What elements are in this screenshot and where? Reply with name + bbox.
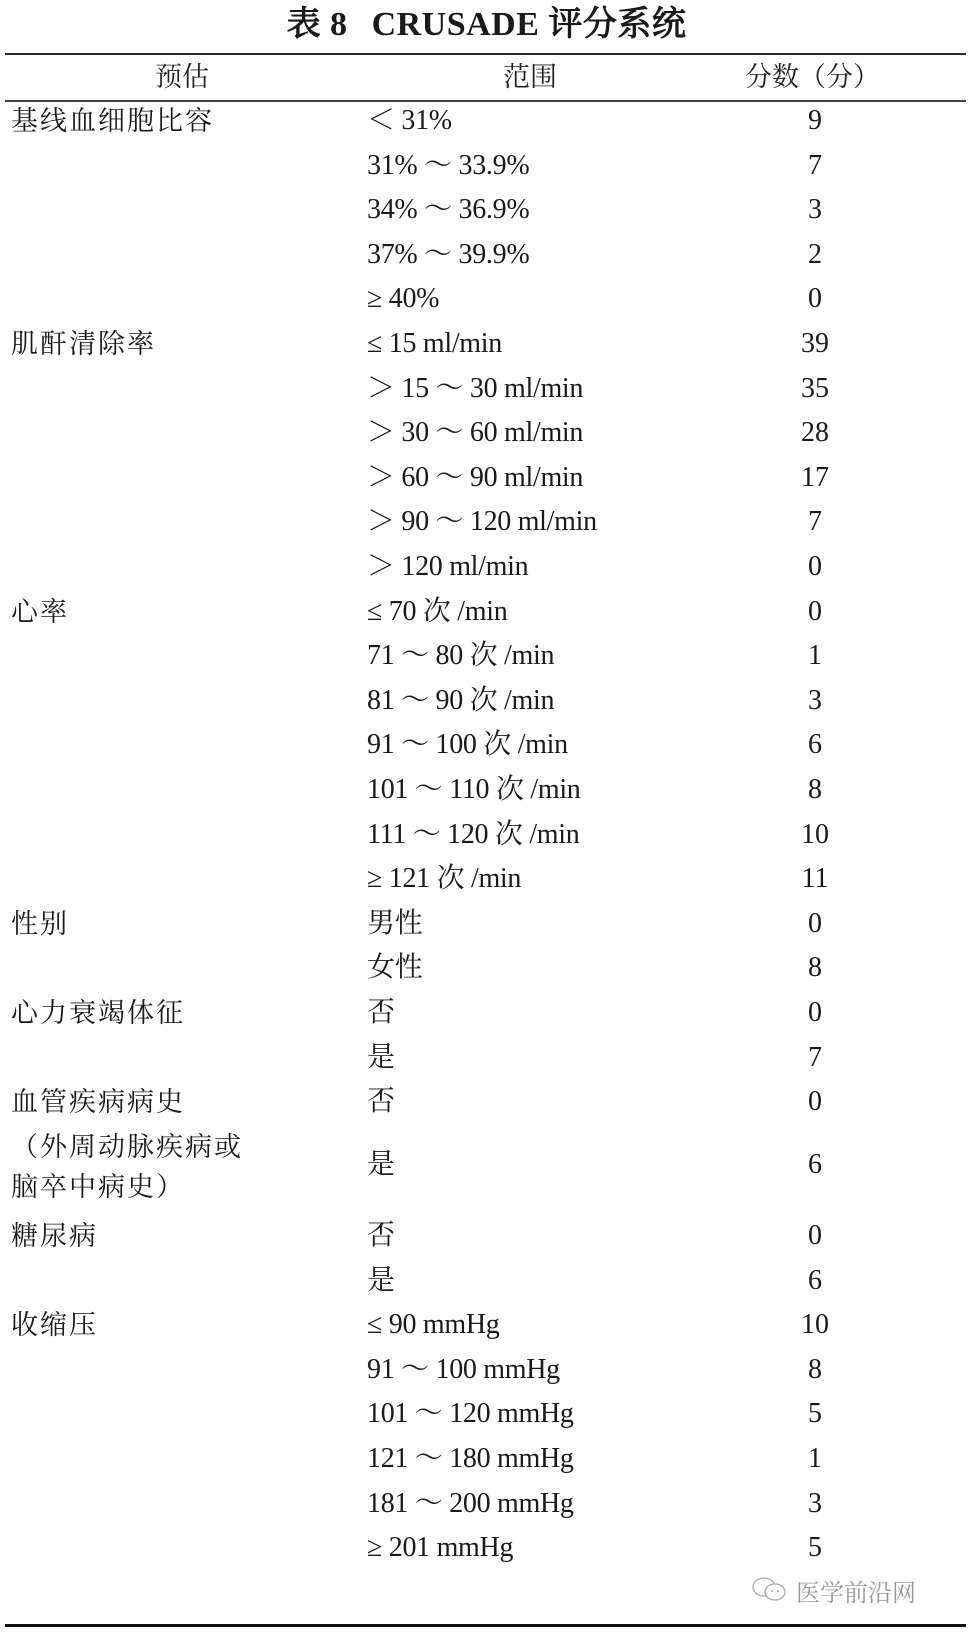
score-cell: 3 bbox=[808, 194, 822, 226]
range-cell: ＞ 60 ～ 90 ml/min bbox=[367, 461, 584, 493]
score-cell: 35 bbox=[801, 372, 829, 404]
predictor-label: 收缩压 bbox=[11, 1310, 98, 1341]
predictor-label: 糖尿病 bbox=[11, 1221, 98, 1251]
range-cell: ≤ 15 ml/min bbox=[367, 328, 502, 359]
range-cell: 女性 bbox=[367, 952, 423, 984]
table-row bbox=[0, 545, 971, 590]
table-row bbox=[0, 902, 971, 947]
score-cell: 6 bbox=[808, 1148, 822, 1180]
range-cell: ＞ 90 ～ 120 ml/min bbox=[367, 506, 597, 538]
score-cell: 3 bbox=[808, 1487, 822, 1519]
bottom-rule bbox=[5, 1624, 966, 1627]
range-cell: 是 bbox=[367, 1264, 395, 1296]
range-cell: ≥ 40% bbox=[367, 283, 440, 315]
table-title-text: CRUSADE 评分系统 bbox=[371, 6, 687, 43]
range-cell: 91 ～ 100 次 /min bbox=[367, 729, 568, 761]
predictor-note-line: （外周动脉疾病或 bbox=[11, 1131, 243, 1162]
range-cell: 71 ～ 80 次 /min bbox=[367, 640, 555, 672]
table-row bbox=[0, 1080, 971, 1125]
wechat-icon bbox=[750, 1575, 790, 1605]
score-cell: 0 bbox=[808, 1220, 822, 1251]
score-cell: 10 bbox=[801, 818, 829, 850]
table-row bbox=[0, 991, 971, 1036]
score-cell: 7 bbox=[808, 149, 822, 181]
range-cell: 101 ～ 120 mmHg bbox=[367, 1398, 574, 1430]
range-cell: 81 ～ 90 次 /min bbox=[367, 684, 555, 716]
table-row bbox=[0, 723, 971, 768]
table-row bbox=[0, 1348, 971, 1393]
score-cell: 11 bbox=[801, 863, 829, 895]
range-cell: 91 ～ 100 mmHg bbox=[367, 1353, 560, 1385]
score-cell: 7 bbox=[808, 506, 822, 538]
range-cell: 111 ～ 120 次 /min bbox=[367, 818, 580, 850]
score-cell: 6 bbox=[808, 1264, 822, 1296]
predictor-label: 性别 bbox=[11, 908, 69, 939]
range-cell: 181 ～ 200 mmHg bbox=[367, 1487, 574, 1519]
predictor-label: 肌酐清除率 bbox=[11, 329, 156, 359]
score-cell: 9 bbox=[808, 105, 822, 136]
score-cell: 5 bbox=[808, 1532, 822, 1564]
table-row bbox=[0, 590, 971, 635]
range-cell: 101 ～ 110 次 /min bbox=[367, 774, 581, 805]
range-cell: ≤ 90 mmHg bbox=[367, 1309, 500, 1341]
table-row bbox=[0, 1214, 971, 1259]
range-cell: 否 bbox=[367, 997, 395, 1028]
score-cell: 10 bbox=[801, 1309, 829, 1341]
score-cell: 28 bbox=[801, 417, 829, 449]
table-row bbox=[0, 857, 971, 902]
table-row bbox=[0, 456, 971, 501]
range-cell: 121 ～ 180 mmHg bbox=[367, 1443, 574, 1474]
range-cell: 34% ～ 36.9% bbox=[367, 194, 530, 226]
watermark-text: 医学前沿网 bbox=[796, 1578, 916, 1607]
table-row bbox=[0, 1259, 971, 1304]
score-cell: 0 bbox=[808, 997, 822, 1028]
table-row bbox=[0, 411, 971, 456]
range-cell: ≤ 70 次 /min bbox=[367, 595, 508, 627]
table-row bbox=[0, 99, 971, 144]
column-header-range: 范围 bbox=[503, 62, 557, 92]
table-row bbox=[0, 233, 971, 278]
table-row bbox=[0, 1392, 971, 1437]
score-cell: 0 bbox=[808, 907, 822, 939]
table-number: 表 8 bbox=[286, 6, 348, 43]
score-cell: 1 bbox=[808, 1443, 822, 1474]
range-cell: ＞ 120 ml/min bbox=[367, 551, 529, 582]
table-row bbox=[0, 322, 971, 367]
range-cell: 男性 bbox=[367, 907, 423, 939]
range-cell: 是 bbox=[367, 1041, 395, 1073]
score-cell: 0 bbox=[808, 595, 822, 627]
score-cell: 17 bbox=[801, 461, 829, 493]
score-cell: 7 bbox=[808, 1041, 822, 1073]
predictor-label: 血管疾病病史 bbox=[11, 1087, 185, 1118]
table-row bbox=[0, 367, 971, 412]
score-cell: 8 bbox=[808, 952, 822, 984]
range-cell: 否 bbox=[367, 1086, 395, 1118]
table-row bbox=[0, 144, 971, 189]
table-row bbox=[0, 1526, 971, 1571]
score-cell: 5 bbox=[808, 1398, 822, 1430]
table-row bbox=[0, 634, 971, 679]
table-row bbox=[0, 277, 971, 322]
range-cell: ≥ 201 mmHg bbox=[367, 1532, 514, 1564]
table-title bbox=[0, 0, 971, 50]
table-row bbox=[0, 946, 971, 991]
table-row bbox=[0, 1482, 971, 1527]
table-row bbox=[0, 1303, 971, 1348]
table-row bbox=[0, 679, 971, 724]
score-cell: 3 bbox=[808, 684, 822, 716]
score-cell: 6 bbox=[808, 729, 822, 761]
score-cell: 39 bbox=[801, 328, 829, 359]
range-cell: 37% ～ 39.9% bbox=[367, 238, 530, 270]
predictor-label: 心率 bbox=[11, 596, 69, 627]
range-cell: 31% ～ 33.9% bbox=[367, 149, 530, 181]
score-cell: 8 bbox=[808, 1353, 822, 1385]
predictor-label: 基线血细胞比容 bbox=[11, 106, 214, 136]
table-row bbox=[0, 188, 971, 233]
column-header-predictor: 预估 bbox=[155, 62, 209, 92]
score-cell: 8 bbox=[808, 774, 822, 805]
table-row bbox=[0, 1125, 971, 1214]
predictor-note-line: 脑卒中病史） bbox=[11, 1171, 185, 1202]
watermark bbox=[750, 1572, 916, 1608]
score-cell: 0 bbox=[808, 283, 822, 315]
range-cell: 否 bbox=[367, 1220, 395, 1251]
table-row bbox=[0, 1036, 971, 1081]
table-row bbox=[0, 813, 971, 858]
score-cell: 2 bbox=[808, 238, 822, 270]
range-cell: ＜ 31% bbox=[367, 105, 452, 136]
table-row bbox=[0, 768, 971, 813]
range-cell: 是 bbox=[367, 1148, 395, 1180]
range-cell: ≥ 121 次 /min bbox=[367, 863, 522, 895]
column-header-score: 分数（分） bbox=[745, 62, 880, 92]
predictor-label: 心力衰竭体征 bbox=[11, 998, 185, 1028]
score-cell: 0 bbox=[808, 1086, 822, 1118]
table-row bbox=[0, 500, 971, 545]
range-cell: ＞ 30 ～ 60 ml/min bbox=[367, 417, 584, 449]
score-cell: 0 bbox=[808, 551, 822, 582]
range-cell: ＞ 15 ～ 30 ml/min bbox=[367, 372, 584, 404]
table-row bbox=[0, 1437, 971, 1482]
score-cell: 1 bbox=[808, 640, 822, 672]
